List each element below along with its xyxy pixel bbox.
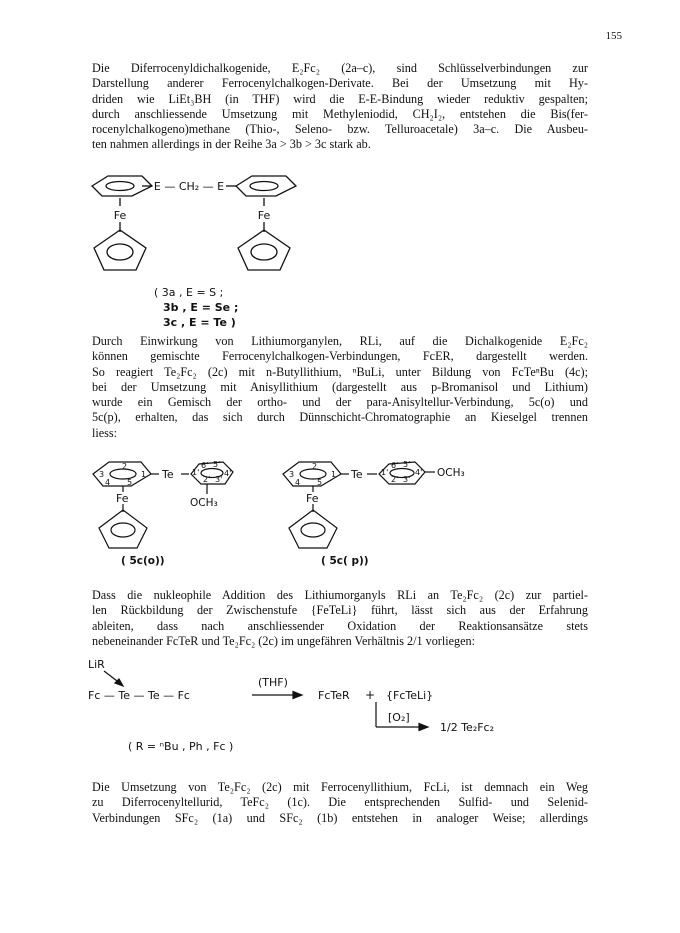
locant-label: 5' <box>403 460 411 469</box>
och3-label: OCH₃ <box>437 467 465 479</box>
text-line: Durch Einwirkung von Lithiumorganylen, RLi, auf die Dichalkogenide E₂Fc₂ <box>92 334 588 348</box>
text-line: durch anschliessende Umsetzung mit Methyleniodid, CH₂I₂, entstehen die Bis(fer- <box>92 106 588 121</box>
arrowhead-icon <box>419 724 428 731</box>
locant-label: 2 <box>312 462 318 471</box>
text-line: können gemischte Ferrocenylchalkogen-Verbindungen, FcER, dargestellt werden. <box>92 349 588 364</box>
solvent-label: (THF) <box>258 676 288 689</box>
locant-label: 2' <box>203 475 211 484</box>
structure-anisyltellur-isomers <box>85 452 505 564</box>
text-line: nebeneinander FcTeR und Te₂Fc₂ (2c) im ungefähren Verhältnis 2/1 vorliegen: <box>92 633 476 648</box>
text-line: liess: <box>92 425 118 440</box>
locant-label: 1' <box>192 468 200 477</box>
arrowhead-icon <box>293 692 302 699</box>
locant-label: 6' <box>391 461 399 470</box>
paragraph-diferrocenyldichalkogenide <box>92 61 588 153</box>
legend-line: 3c , E = Te ) <box>163 316 236 329</box>
text-line: Darstellung anderer Ferrocenylchalkogen-Derivate. Bei der Umsetzung mit Hy- <box>92 76 588 91</box>
r-definition: ( R = ⁿBu , Ph , Fc ) <box>128 740 234 753</box>
text-line: So reagiert Te₂Fc₂ (2c) mit n-Butyllithium, ⁿBuLi, unter Bildung von FcTeⁿBu (4c); <box>92 364 588 379</box>
locant-label: 3' <box>215 475 223 484</box>
page-number: 155 <box>605 30 622 42</box>
locant-label: 3' <box>403 475 411 484</box>
fe-label: Fe <box>116 492 129 505</box>
cyclopentadienyl-ring-icon <box>238 230 290 270</box>
text-line: wurde ein Gemisch der ortho- und der para-Anisyltellur-Verbindung, 5c(o) und <box>92 395 588 410</box>
cyclopentadienyl-ring-icon <box>94 230 146 270</box>
te-label: Te <box>162 468 174 481</box>
plus-sign: + <box>365 688 376 702</box>
caption-ortho: ( 5c(o)) <box>121 555 165 567</box>
text-line: zu Diferrocenyltellurid, TeFc₂ (1c). Die entsprechenden Sulfid- und Selenid- <box>92 795 588 810</box>
text-line: bei der Umsetzung mit Anisyllithium (dargestellt aus p-Bromanisol und Lithium) <box>92 379 588 394</box>
fe-label: Fe <box>113 209 127 222</box>
paragraph-nukleophile-addition <box>92 588 588 649</box>
locant-label: 4 <box>105 478 111 487</box>
text-line: len Rückbildung der Zwischenstufe {FeTeLi} führt, lässt sich aus der Erfahrung <box>92 603 588 618</box>
locant-label: 2 <box>122 462 128 471</box>
och3-label: OCH₃ <box>190 497 218 509</box>
cyclopentadienyl-ring-icon <box>289 510 337 548</box>
locant-label: 2' <box>391 475 399 484</box>
text-line: 5c(p), erhalten, das sich durch Dünnschicht-Chromatographie an Kieselgel trennen <box>92 410 588 425</box>
text-line: Die Umsetzung von Te₂Fc₂ (2c) mit Ferrocenyllithium, FcLi, ist demnach ein Weg <box>92 780 588 794</box>
bridge-label: E — CH₂ — E <box>153 180 225 193</box>
locant-label: 6' <box>201 461 209 470</box>
structure-bis-ferrocenyl-methane <box>80 170 340 340</box>
locant-label: 5' <box>213 460 221 469</box>
reagent-label: LiR <box>88 658 105 671</box>
paragraph-umsetzung <box>92 780 588 826</box>
paragraph-lithiumorganyle <box>92 334 588 441</box>
legend-line: ( 3a , E = S ; <box>154 286 224 299</box>
locant-label: 1' <box>381 468 389 477</box>
locant-label: 4 <box>295 478 301 487</box>
product-label: FcTeR <box>318 689 350 702</box>
text-line: driden wie LiEt₃BH (in THF) wird die E-E-Bindung wieder reduktiv gespalten; <box>92 91 588 106</box>
text-line: Dass die nukleophile Addition des Lithiumorganyls RLi an Te₂Fc₂ (2c) zur partiel- <box>92 588 588 602</box>
fe-label: Fe <box>306 492 319 505</box>
cyclopentadienyl-ring-icon <box>99 510 147 548</box>
product-label: 1/2 Te₂Fc₂ <box>440 721 495 734</box>
text-line: ableiten, dass nach anschliessender Oxidation der Reaktionsansätze stets <box>92 618 588 633</box>
locant-label: 3 <box>289 470 295 479</box>
locant-label: 1 <box>331 470 337 479</box>
locant-label: 5 <box>317 478 323 487</box>
locant-label: 4' <box>415 468 423 477</box>
oxidant-label: [O₂] <box>388 711 410 724</box>
reactant-label: Fc — Te — Te — Fc <box>88 689 190 702</box>
intermediate-label: {FcTeLi} <box>386 689 434 702</box>
text-line: Die Diferrocenyldichalkogenide, E₂Fc₂ (2a–c), sind Schlüsselverbindungen zur <box>92 61 588 75</box>
legend-line: 3b , E = Se ; <box>163 301 239 314</box>
cyclopentadienyl-ring-icon <box>236 176 296 196</box>
te-label: Te <box>351 468 363 481</box>
reaction-scheme <box>88 656 548 756</box>
caption-para: ( 5c( p)) <box>321 555 369 567</box>
locant-label: 4' <box>224 469 232 478</box>
locant-label: 3 <box>99 470 105 479</box>
text-line: Verbindungen SFc₂ (1a) und SFc₂ (1b) entstehen in analoger Weise; allerdings <box>92 810 588 825</box>
locant-label: 1 <box>141 470 147 479</box>
fe-label: Fe <box>257 209 271 222</box>
text-line: rocenylchalkogeno)methane (Thio-, Seleno- bzw. Telluroacetale) 3a–c. Die Ausbeu- <box>92 122 588 137</box>
text-line: ten nahmen allerdings in der Reihe 3a > 3b > 3c stark ab. <box>92 137 371 152</box>
locant-label: 5 <box>127 478 133 487</box>
